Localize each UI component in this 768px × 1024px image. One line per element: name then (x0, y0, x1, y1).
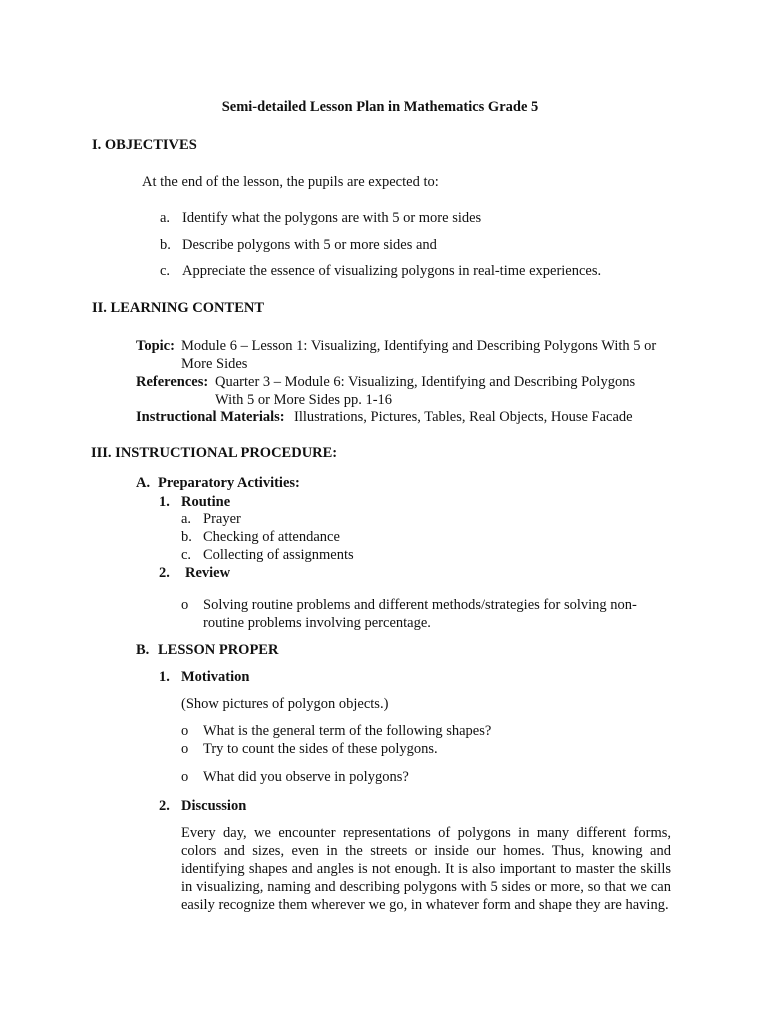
preparatory-activities-heading: Preparatory Activities: (158, 475, 300, 491)
list-marker: 1. (159, 669, 170, 685)
list-marker: b. (181, 529, 192, 545)
discussion-heading: Discussion (181, 798, 247, 814)
topic-text: Module 6 – Lesson 1: Visualizing, Identifying and Describing Polygons With 5 or (181, 338, 657, 354)
section-marker: A. (136, 475, 151, 491)
materials-text: Illustrations, Pictures, Tables, Real Objects, House Facade (294, 409, 633, 425)
list-item: Try to count the sides of these polygons. (203, 741, 438, 757)
list-item: Collecting of assignments (203, 547, 354, 563)
references-text: With 5 or More Sides pp. 1-16 (215, 392, 393, 408)
materials-label: Instructional Materials: (136, 409, 285, 425)
objectives-heading: I. OBJECTIVES (92, 137, 197, 153)
bullet-marker: o (181, 769, 189, 785)
list-item: What is the general term of the following shapes? (203, 723, 492, 739)
list-marker: b. (160, 237, 171, 253)
learning-content-heading: II. LEARNING CONTENT (92, 300, 265, 316)
page-title: Semi-detailed Lesson Plan in Mathematics Grade 5 (221, 99, 539, 115)
topic-label: Topic: (136, 338, 175, 354)
list-marker: a. (181, 511, 192, 527)
bullet-marker: o (181, 597, 189, 613)
list-marker: c. (181, 547, 192, 563)
motivation-heading: Motivation (181, 669, 250, 685)
list-item: Prayer (203, 511, 241, 527)
review-heading: Review (185, 565, 231, 581)
bullet-marker: o (181, 741, 189, 757)
list-item: Checking of attendance (203, 529, 340, 545)
list-marker: 2. (159, 798, 170, 814)
motivation-note: (Show pictures of polygon objects.) (181, 696, 389, 712)
topic-text: More Sides (181, 356, 248, 372)
list-marker: a. (160, 210, 171, 226)
discussion-paragraph: Every day, we encounter representations of polygons in many different forms, colors and sizes, even in the streets or inside our homes. Thus, knowing and identifying shapes and angles is not enough. It is also important to master the skills in visualizing, naming and describing polygons with 5 sides or more, so that we can easily recognize them wherever we go, in whatever form and shape they are having. (181, 825, 671, 913)
lesson-proper-heading: LESSON PROPER (158, 642, 279, 658)
section-marker: B. (136, 642, 150, 658)
list-item: Identify what the polygons are with 5 or more sides (182, 210, 482, 226)
list-marker: 1. (159, 494, 170, 510)
references-label: References: (136, 374, 209, 390)
objectives-intro: At the end of the lesson, the pupils are expected to: (142, 174, 439, 190)
list-marker: c. (160, 263, 171, 279)
list-marker: 2. (159, 565, 170, 581)
list-item: What did you observe in polygons? (203, 769, 409, 785)
review-item: Solving routine problems and different methods/strategies for solving non- (203, 597, 637, 613)
list-item: Describe polygons with 5 or more sides and (182, 237, 437, 253)
references-text: Quarter 3 – Module 6: Visualizing, Identifying and Describing Polygons (215, 374, 636, 390)
review-item: routine problems involving percentage. (203, 615, 431, 631)
routine-heading: Routine (181, 494, 231, 510)
procedure-heading: III. INSTRUCTIONAL PROCEDURE: (91, 445, 338, 461)
bullet-marker: o (181, 723, 189, 739)
list-item: Appreciate the essence of visualizing polygons in real-time experiences. (182, 263, 602, 279)
